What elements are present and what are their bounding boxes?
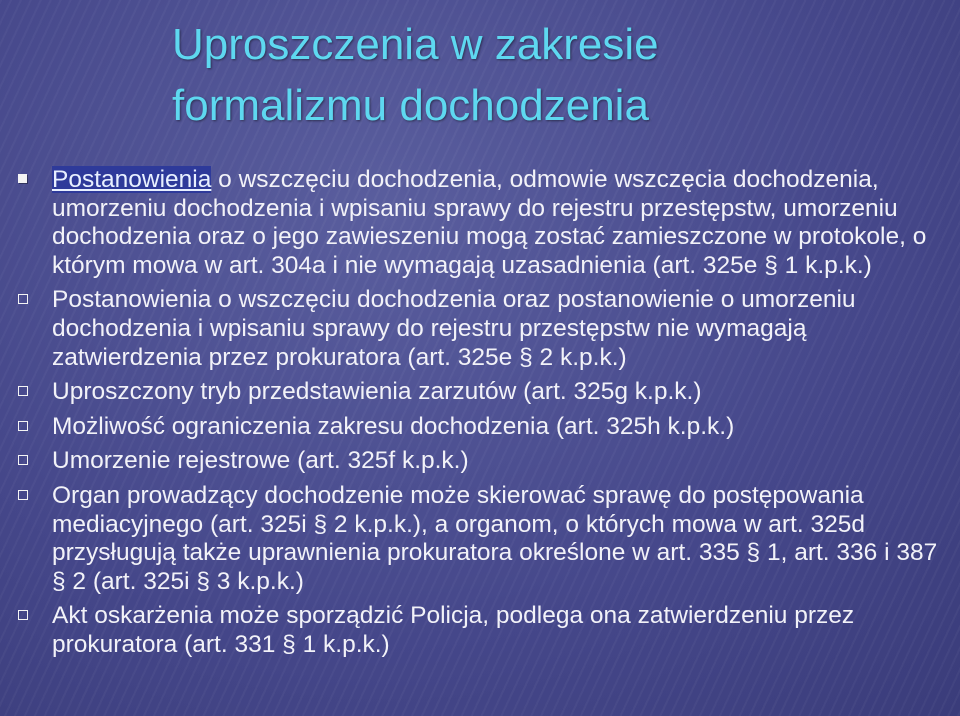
hollow-square-bullet-icon — [18, 386, 28, 396]
bullet-text: Możliwość ograniczenia zakresu dochodzenia (art. 325h k.p.k.) — [52, 412, 735, 440]
bullet-item — [14, 286, 954, 372]
bullet-text: o wszczęciu dochodzenia, odmowie wszczęcia dochodzenia, umorzeniu dochodzenia i wpisaniu sprawy do rejestru przestępstw, umorzeniu dochodzenia oraz o jego zawieszeniu mogą zostać zamieszczone w protokole, o którym mowa w art. 304a i nie wymagają uzasadnienia (art. 325e § 1 k.p.k.) — [52, 166, 927, 279]
square-bullet-icon — [18, 174, 27, 183]
bullet-text: Postanowienia o wszczęciu dochodzenia oraz postanowienie o umorzeniu dochodzenia i wpisaniu sprawy do rejestru przestępstw nie wymagają zatwierdzenia przez prokuratora (art. 325e § 2 k.p.k.) — [52, 286, 856, 371]
bullet-item — [14, 482, 954, 596]
bullet-item — [14, 413, 954, 442]
bullet-item — [14, 447, 954, 476]
slide-title-line-1: Uproszczenia w zakresie — [172, 20, 659, 69]
bullet-list — [14, 166, 954, 666]
highlighted-term: Postanowienia — [52, 166, 212, 193]
bullet-text: Akt oskarżenia może sporządzić Policja, podlega ona zatwierdzeniu przez prokuratora (art. 331 § 1 k.p.k.) — [52, 602, 855, 658]
slide-title — [172, 14, 932, 136]
hollow-square-bullet-icon — [18, 490, 28, 500]
bullet-item — [14, 378, 954, 407]
hollow-square-bullet-icon — [18, 610, 28, 620]
hollow-square-bullet-icon — [18, 455, 28, 465]
slide-title-line-2: formalizmu dochodzenia — [172, 81, 649, 130]
bullet-item — [14, 166, 954, 280]
hollow-square-bullet-icon — [18, 294, 28, 304]
bullet-text: Umorzenie rejestrowe (art. 325f k.p.k.) — [52, 447, 469, 475]
hollow-square-bullet-icon — [18, 421, 28, 431]
bullet-text: Uproszczony tryb przedstawienia zarzutów (art. 325g k.p.k.) — [52, 378, 702, 406]
bullet-text: Organ prowadzący dochodzenie może skierować sprawę do postępowania mediacyjnego (art. 325i § 2 k.p.k.), a organom, o których mowa w art. 325d przysługują także uprawnienia prokuratora określone w art. 335 § 1, art. 336 i 387 § 2 (art. 325i § 3 k.p.k.) — [52, 481, 938, 595]
bullet-item — [14, 602, 954, 659]
